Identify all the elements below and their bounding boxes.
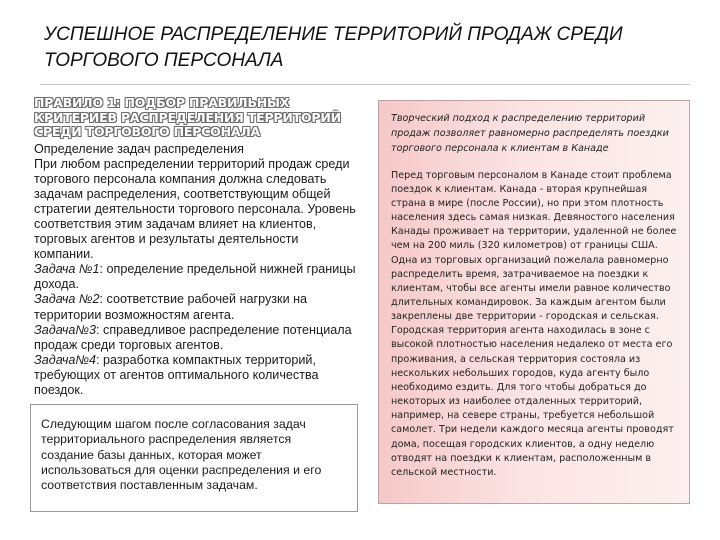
title-divider [40, 84, 690, 85]
left-column [30, 96, 360, 398]
slide-title-line-1: УСПЕШНОЕ РАСПРЕДЕЛЕНИЕ ТЕРРИТОРИЙ ПРОДАЖ СРЕДИ [44, 24, 623, 45]
next-step-text: Следующим шагом после согласования задач территориального распределения является создание базы данных, которая может использоваться для оценки распределения и его соответствия поставленным задачам. [41, 417, 322, 493]
task-4-text: : разработка компактных территорий, требующих от агентов оптимального количества поездок. [34, 352, 319, 397]
subheading: Определение задач распределения [34, 141, 244, 156]
canada-case-text: Перед торговым персоналом в Канаде стоит проблема поездок к клиентам. Канада - вторая крупнейшая страна в мире (после России), но при этом плотность населения здесь самая низкая. Девяностого населения Канады проживает на территории, удаленной не более чем на 200 миль (320 километров) от границы США. Одна из торговых организаций пожелала равномерно распределить время, затрачиваемое на поездки к клиентам, чтобы все агенты имели равное количество длительных командировок. За каждым агентом были закреплены две территории - городская и сельская. Городская территория агента находилась в зоне с высокой плотностью населения недалеко от места его проживания, а сельская территория состояла из нескольких небольших городов, куда агенту было необходимо ездить. Для того чтобы добраться до некоторых из наиболее отдаленных территорий, например, на севере страны, требуется небольшой самолет. Три недели каждого месяца агенты проводят дома, посещая городских клиентов, а одну неделю отводят на поездки к клиентам, расположенным в сельской местности. [391, 169, 677, 478]
canada-case-panel [378, 100, 690, 504]
task-1 [34, 262, 356, 292]
task-1-label: Задача №1 [34, 262, 100, 277]
slide-title-line-2: ТОРГОВОГО ПЕРСОНАЛА [44, 50, 284, 71]
task-4-label: Задача№4 [34, 352, 97, 367]
slide-title [44, 22, 684, 74]
rule-heading: ПРАВИЛО 1: ПОДБОР ПРАВИЛЬНЫХ КРИТЕРИЕВ РАСПРЕДЕЛЕНИЯ ТЕРРИТОРИЙ СРЕДИ ТОРГОВОГО ПЕРСОНАЛА [34, 95, 341, 139]
intro-paragraph: При любом распределении территорий продаж среди торгового персонала компания должна следовать задачам распределения, соответствующим общей стратегии деятельности торгового персонала. Уровень соответствия этим задачам влияет на клиентов, торговых агентов и результаты деятельности компании. [34, 156, 356, 262]
task-4 [34, 353, 356, 398]
task-3-text: : справедливое распределение потенциала продаж среди торговых агентов. [34, 322, 352, 352]
task-2 [34, 292, 356, 322]
task-3 [34, 323, 356, 353]
task-2-text: : соответствие рабочей нагрузки на территории возможностям агента. [34, 292, 308, 322]
next-step-box [30, 404, 358, 512]
left-body-text [34, 142, 356, 399]
task-1-text: : определение предельной нижней границы дохода. [34, 262, 356, 292]
task-2-label: Задача №2 [34, 292, 100, 307]
task-3-label: Задача№3 [34, 322, 97, 337]
creative-approach-caption: Творческий подход к распределению территорий продаж позволяет равномерно распределять поездки торгового персонала к клиентам в Канаде [391, 113, 669, 155]
